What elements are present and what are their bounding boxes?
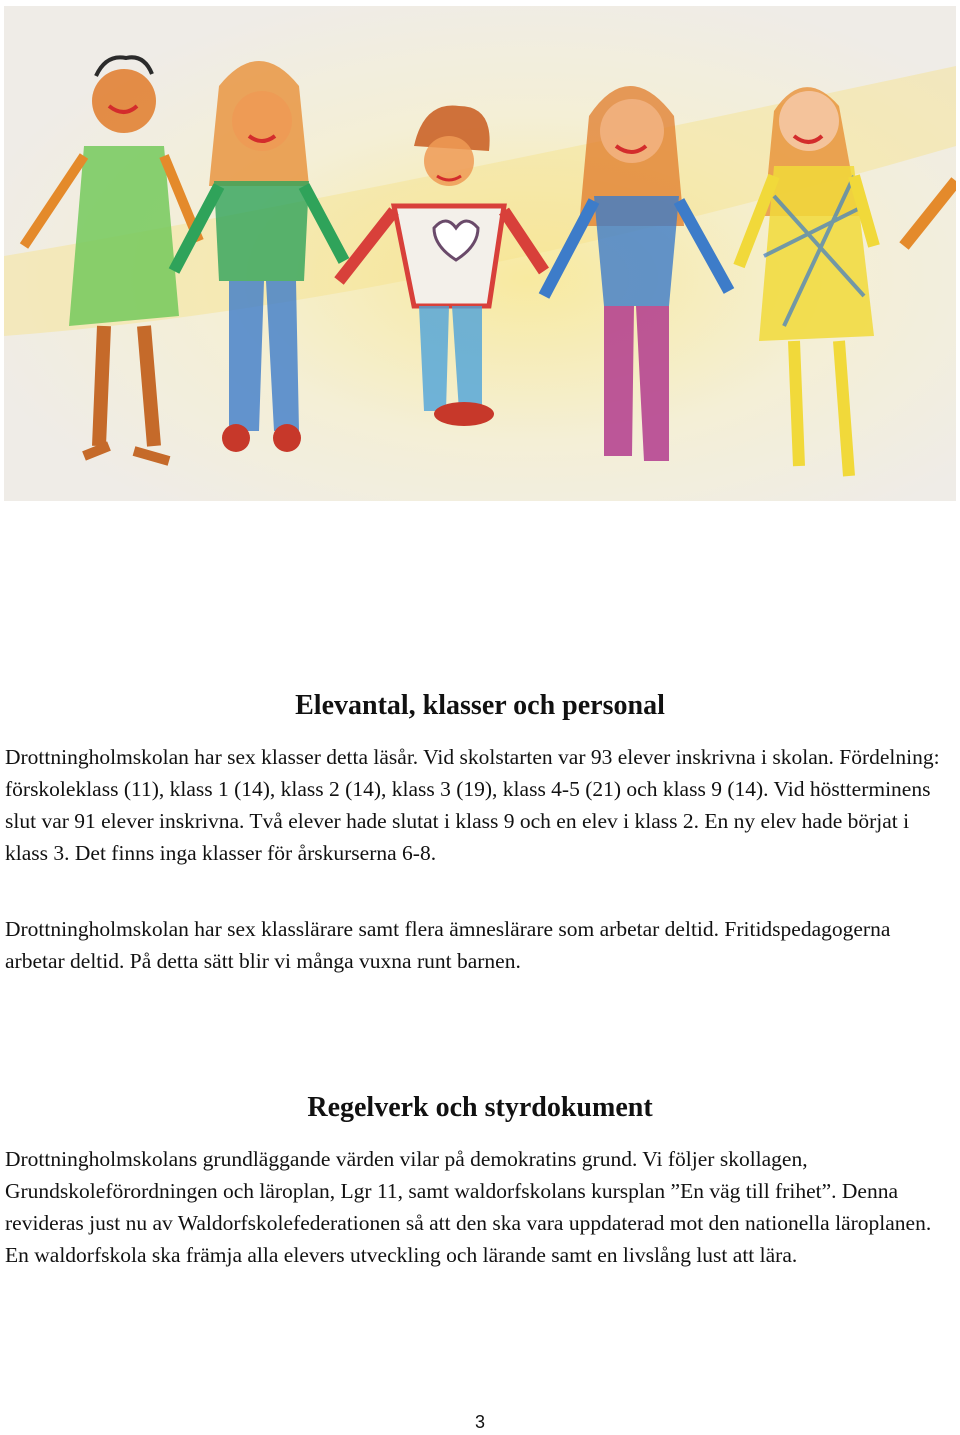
children-drawing-illustration [4,6,956,501]
page-number: 3 [474,1412,485,1432]
paragraph-regulations: Drottningholmskolans grundläggande värden vilar på demokratins grund. Vi följer skollagen, Grundskoleförordningen och läroplan, Lgr 11, samt waldorfskolans kursplan ”En väg till frihet”. Denna revideras just nu av Waldorfskolefederationen så att den ska vara uppdaterad mot den nationella läroplanen. En waldorfskola ska främja alla elevers utveckling och lärande samt en livslång lust att lära. [5,1147,932,1267]
section-heading-personal: Elevantal, klasser och personal [295,690,665,721]
paragraph-students: Drottningholmskolan har sex klasser detta läsår. Vid skolstarten var 93 elever inskrivna i skolan. Fördelning: förskoleklass (11), klass 1 (14), klass 2 (14), klass 3 (19), klass 4-5 (21) och klass 9 (14). Vid höstterminens slut var 91 elever inskrivna. Två elever hade slutat i klass 9 och en elev i klass 2. En ny elev hade börjat i klass 3. Det finns inga klasser för årskurserna 6-8. [5,745,940,865]
section-heading-regulations: Regelverk och styrdokument [307,1092,653,1123]
paragraph-staff: Drottningholmskolan har sex klasslärare samt flera ämneslärare som arbetar deltid. Fritidspedagogerna arbetar deltid. På detta sätt blir vi många vuxna runt barnen. [5,917,891,973]
